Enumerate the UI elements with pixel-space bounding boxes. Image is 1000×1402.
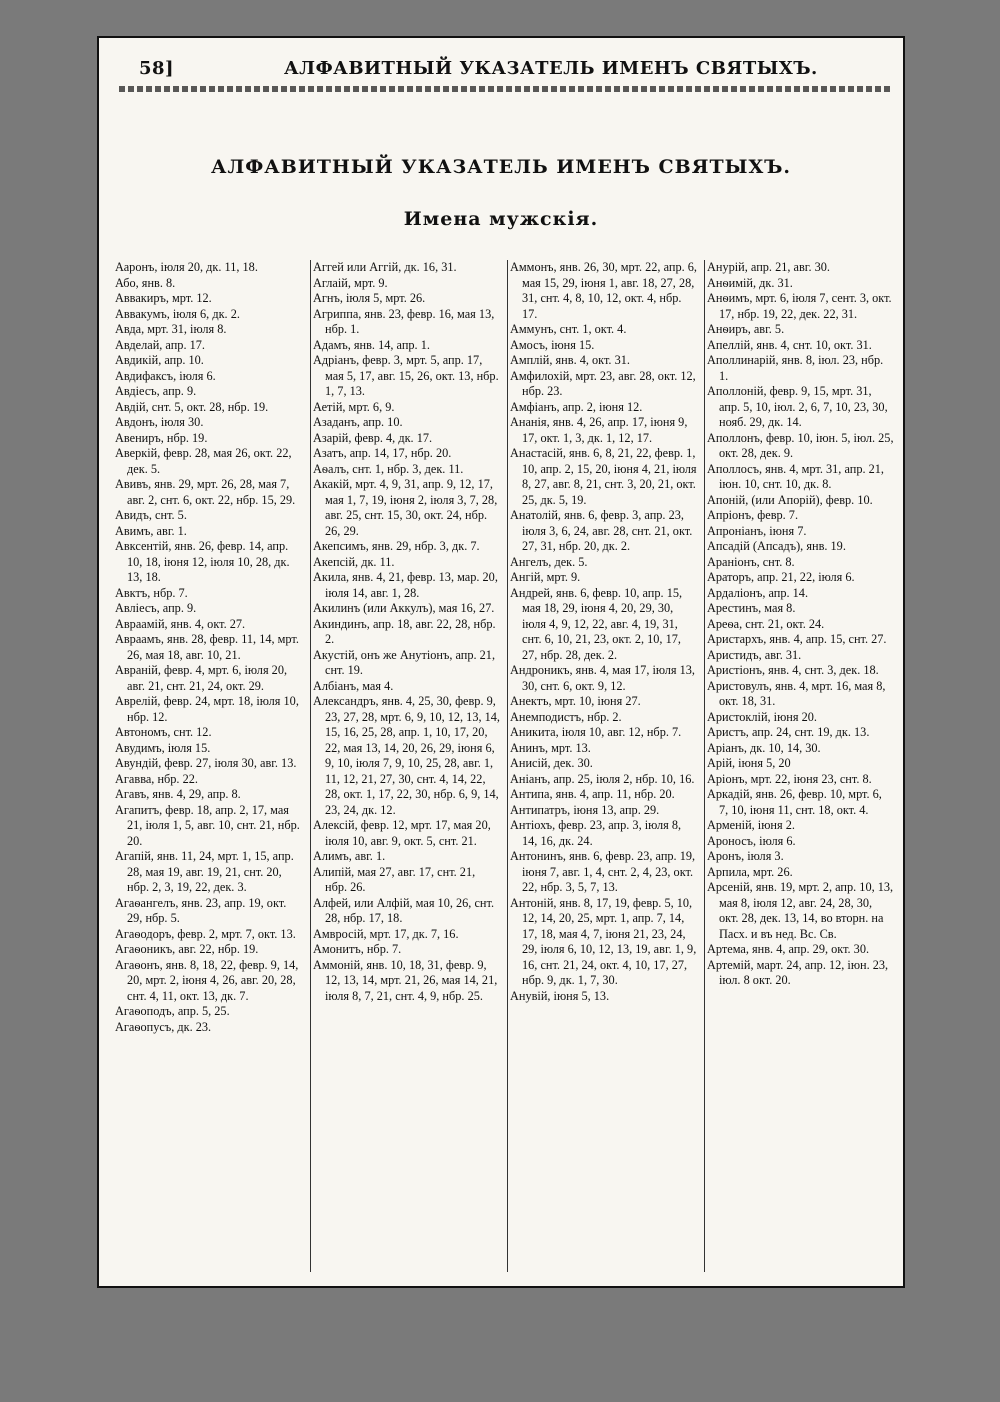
index-entry: Арсеній, янв. 19, мрт. 2, апр. 10, 13, мая 8, іюля 12, авг. 24, 28, 30, окт. 28, дек. 13, 14, во вторн. на Пасх. и въ нед. Вс. Св. bbox=[707, 880, 894, 941]
index-entry: Арпила, мрт. 26. bbox=[707, 864, 793, 879]
index-column-2 bbox=[310, 260, 504, 1272]
index-entry: Анектъ, мрт. 10, іюня 27. bbox=[510, 694, 641, 708]
index-entry: Артема, янв. 4, апр. 29, окт. 30. bbox=[707, 942, 870, 956]
index-entry: Авимъ, авг. 1. bbox=[115, 523, 187, 538]
index-entry: Амвросій, мрт. 17, дк. 7, 16. bbox=[313, 926, 459, 941]
index-entry: Анемподистъ, нбр. 2. bbox=[510, 709, 622, 724]
index-entry: Аполлинарій, янв. 8, іюл. 23, нбр. 1. bbox=[707, 353, 884, 383]
index-column-3 bbox=[507, 260, 701, 1272]
index-entry: Аггей или Аггій, дк. 16, 31. bbox=[313, 260, 457, 274]
index-entry: Апеллій, янв. 4, снт. 10, окт. 31. bbox=[707, 337, 872, 352]
index-entry: Авраній, февр. 4, мрт. 6, іюля 20, авг. 21, снт. 21, 24, окт. 29. bbox=[115, 663, 288, 693]
index-entry: Авраамій, янв. 4, окт. 27. bbox=[115, 616, 246, 631]
index-entry: Аристидъ, авг. 31. bbox=[707, 647, 802, 662]
index-entry: Автономъ, снт. 12. bbox=[115, 725, 212, 739]
index-entry: Аѳалъ, снт. 1, нбр. 3, дек. 11. bbox=[313, 461, 464, 476]
index-entry: Авделай, апр. 17. bbox=[115, 337, 205, 352]
index-entry: Акилинъ (или Аккулъ), мая 16, 27. bbox=[313, 601, 495, 615]
index-entry: Антипатръ, іюня 13, апр. 29. bbox=[510, 802, 660, 817]
index-entry: Анѳиръ, авг. 5. bbox=[707, 322, 785, 336]
index-entry: Агавва, нбр. 22. bbox=[115, 771, 198, 786]
index-entry: Агаѳоподъ, апр. 5, 25. bbox=[115, 1004, 230, 1018]
index-entry: Алипій, мая 27, авг. 17, снт. 21, нбр. 26. bbox=[313, 864, 476, 894]
section-title: АЛФАВИТНЫЙ УКАЗАТЕЛЬ ИМЕНЪ СВЯТЫХЪ. bbox=[211, 156, 791, 178]
index-entry: Авдіесъ, апр. 9. bbox=[115, 384, 197, 398]
index-entry: Авліесъ, апр. 9. bbox=[115, 601, 197, 615]
index-entry: Апсадій (Апсадъ), янв. 19. bbox=[707, 539, 846, 553]
index-entry: Аріанъ, дк. 10, 14, 30. bbox=[707, 740, 821, 755]
index-entry: Амплій, янв. 4, окт. 31. bbox=[510, 353, 630, 367]
index-entry: Агриппа, янв. 23, февр. 16, мая 13, нбр. 1. bbox=[313, 306, 495, 336]
index-entry: Анувій, іюня 5, 13. bbox=[510, 988, 610, 1003]
index-entry: Андрей, янв. 6, февр. 10, апр. 15, мая 18, 29, іюня 4, 20, 29, 30, іюля 4, 9, 12, 22, авг. 4, 19, 31, снт. 6, 10, 21, 23, окт. 2, 10, 17, 27, нбр. 28, дек. 2. bbox=[510, 585, 683, 662]
index-entry: Авда, мрт. 31, іюля 8. bbox=[115, 322, 227, 336]
index-entry: Агапитъ, февр. 18, апр. 2, 17, мая 21, іюля 1, 5, авг. 10, снт. 21, нбр. 20. bbox=[115, 802, 300, 848]
index-entry: Амфилохій, мрт. 23, авг. 28, окт. 12, нбр. 23. bbox=[510, 368, 696, 398]
index-entry: Апріонъ, февр. 7. bbox=[707, 508, 799, 522]
index-columns bbox=[113, 260, 901, 1272]
page-number: 58] bbox=[139, 58, 175, 79]
index-entry: Александръ, янв. 4, 25, 30, февр. 9, 23, 27, 28, мрт. 6, 9, 10, 12, 13, 14, 15, 16, 25, 28, апр. 1, 10, 17, 20, 22, мая 13, 14, 20, 26, 29, іюня 6, 9, 10, іюля 7, 9, 10, 25, 28, авг. 1, 11, 12, 21, 27, 30, снт. 4, 14, 22, 28, окт. 1, 17, 22, 30, нбр. 6, 9, 14, 23, 24, дк. 12. bbox=[313, 694, 501, 817]
index-entry: Анѳимій, дк. 31. bbox=[707, 275, 793, 290]
index-entry: Анинъ, мрт. 13. bbox=[510, 740, 591, 755]
index-entry: Аврелій, февр. 24, мрт. 18, іюля 10, нбр. 12. bbox=[115, 694, 299, 724]
index-entry: Антіохъ, февр. 23, апр. 3, іюля 8, 14, 16, дк. 24. bbox=[510, 818, 682, 848]
index-entry: Алексій, февр. 12, мрт. 17, мая 20, іюля 10, авг. 9, окт. 5, снт. 21. bbox=[313, 818, 491, 848]
index-entry: Анисій, дек. 30. bbox=[510, 756, 593, 770]
index-entry: Аніанъ, апр. 25, іюля 2, нбр. 10, 16. bbox=[510, 771, 695, 786]
index-entry: Агаѳодоръ, февр. 2, мрт. 7, окт. 13. bbox=[115, 926, 296, 941]
index-entry: Авдій, снт. 5, окт. 28, нбр. 19. bbox=[115, 399, 269, 414]
index-entry: Агаѳангелъ, янв. 23, апр. 19, окт. 29, нбр. 5. bbox=[115, 895, 287, 925]
index-entry: Аронъ, іюля 3. bbox=[707, 849, 784, 863]
index-entry: Аммонъ, янв. 26, 30, мрт. 22, апр. 6, мая 15, 29, іюня 1, авг. 18, 27, 28, 31, снт. 4, 8, 10, 12, окт. 4, нбр. 17. bbox=[510, 260, 697, 321]
index-entry: Акепсій, дк. 11. bbox=[313, 554, 395, 569]
index-entry: Андроникъ, янв. 4, мая 17, іюля 13, 30, снт. 6, окт. 9, 12. bbox=[510, 663, 696, 693]
index-entry: Амонитъ, нбр. 7. bbox=[313, 942, 402, 956]
running-header bbox=[139, 52, 883, 82]
index-entry: Ананія, янв. 4, 26, апр. 17, іюня 9, 17, окт. 1, 3, дк. 1, 12, 17. bbox=[510, 415, 688, 445]
index-column-4 bbox=[704, 260, 898, 1272]
index-entry: Амосъ, іюня 15. bbox=[510, 337, 595, 352]
index-entry: Азатъ, апр. 14, 17, нбр. 20. bbox=[313, 446, 452, 460]
index-entry: Арменій, іюня 2. bbox=[707, 818, 795, 832]
index-entry: Аглаій, мрт. 9. bbox=[313, 275, 388, 290]
index-entry: Агаѳопусъ, дк. 23. bbox=[115, 1019, 212, 1034]
book-page bbox=[97, 36, 905, 1288]
index-entry: Авдифаксъ, іюля 6. bbox=[115, 368, 216, 383]
index-entry: Анурій, апр. 21, авг. 30. bbox=[707, 260, 830, 274]
index-entry: Антоній, янв. 8, 17, 19, февр. 5, 10, 12, 14, 20, 25, мрт. 1, апр. 7, 14, 17, 18, мая 4, 7, іюня 21, 23, 24, 29, іюля 6, 10, 12, 13, 19, авг. 1, 9, 16, снт. 21, 24, окт. 4, 10, 17, 27, нбр. 9, дк. 1, 7, 30. bbox=[510, 895, 697, 987]
index-entry: Агавъ, янв. 4, 29, апр. 8. bbox=[115, 787, 241, 801]
index-entry: Аверкій, февр. 28, мая 26, окт. 22, дек. 5. bbox=[115, 446, 292, 476]
index-entry: Авениръ, нбр. 19. bbox=[115, 430, 208, 445]
index-entry: Аристъ, апр. 24, снт. 19, дк. 13. bbox=[707, 725, 870, 739]
section-subtitle: Имена мужскія. bbox=[403, 208, 599, 230]
index-entry: Аввакумъ, іюля 6, дк. 2. bbox=[115, 306, 240, 321]
index-entry: Азарій, февр. 4, дк. 17. bbox=[313, 430, 433, 445]
index-entry: Аполлонъ, февр. 10, іюн. 5, іюл. 25, окт. 28, дек. 9. bbox=[707, 430, 894, 460]
index-entry: Алфей, или Алфій, мая 10, 26, снт. 28, нбр. 17, 18. bbox=[313, 895, 495, 925]
index-entry: Авраамъ, янв. 28, февр. 11, 14, мрт. 26, мая 18, авг. 10, 21. bbox=[115, 632, 299, 662]
index-entry: Акепсимъ, янв. 29, нбр. 3, дк. 7. bbox=[313, 539, 480, 553]
index-entry: Аристархъ, янв. 4, апр. 15, снт. 27. bbox=[707, 632, 887, 646]
index-entry: Антонинъ, янв. 6, февр. 23, апр. 19, іюня 7, авг. 1, 4, снт. 2, 4, 23, окт. 22, нбр. 3, 5, 7, 13. bbox=[510, 849, 696, 894]
index-entry: Авктъ, нбр. 7. bbox=[115, 585, 188, 600]
index-entry: Агаѳоникъ, авг. 22, нбр. 19. bbox=[115, 942, 259, 956]
index-entry: Авудимъ, іюля 15. bbox=[115, 740, 211, 755]
index-entry: Адріанъ, февр. 3, мрт. 5, апр. 17, мая 5, 17, авг. 15, 26, окт. 13, нбр. 1, 7, 13. bbox=[313, 353, 499, 398]
index-entry: Ардаліонъ, апр. 14. bbox=[707, 585, 809, 600]
index-entry: Аристіонъ, янв. 4, снт. 3, дек. 18. bbox=[707, 663, 879, 677]
index-entry: Авундій, февр. 27, іюля 30, авг. 13. bbox=[115, 756, 297, 770]
index-entry: Аетій, мрт. 6, 9. bbox=[313, 399, 395, 414]
index-entry: Авивъ, янв. 29, мрт. 26, 28, мая 7, авг. 2, снт. 6, окт. 22, нбр. 15, 29. bbox=[115, 477, 296, 507]
index-entry: Авидъ, снт. 5. bbox=[115, 508, 187, 522]
index-entry: Апоній, (или Апорій), февр. 10. bbox=[707, 492, 873, 507]
index-entry: Авдонъ, іюля 30. bbox=[115, 415, 204, 429]
running-title: АЛФАВИТНЫЙ УКАЗАТЕЛЬ ИМЕНЪ СВЯТЫХЪ. bbox=[284, 58, 818, 79]
wavy-rule-divider bbox=[119, 86, 893, 92]
index-entry: Агаѳонъ, янв. 8, 18, 22, февр. 9, 14, 20, мрт. 2, іюня 4, 26, авг. 20, 28, снт. 4, 11, окт. 13, дк. 7. bbox=[115, 957, 299, 1003]
index-entry: Акиндинъ, апр. 18, авг. 22, 28, нбр. 2. bbox=[313, 616, 496, 646]
index-entry: Ааронъ, іюля 20, дк. 11, 18. bbox=[115, 260, 258, 274]
index-entry: Аркадій, янв. 26, февр. 10, мрт. 6, 7, 10, іюня 11, снт. 18, окт. 4. bbox=[707, 787, 882, 817]
index-entry: Апроніанъ, іюня 7. bbox=[707, 523, 807, 538]
index-entry: Албіанъ, мая 4. bbox=[313, 678, 394, 693]
index-entry: Аввакиръ, мрт. 12. bbox=[115, 291, 212, 305]
index-entry: Аріонъ, мрт. 22, іюня 23, снт. 8. bbox=[707, 771, 872, 786]
index-entry: Аммунъ, снт. 1, окт. 4. bbox=[510, 322, 627, 336]
index-entry: Акакій, мрт. 4, 9, 31, апр. 9, 12, 17, мая 1, 7, 19, іюня 2, іюля 3, 7, 28, авг. 25, снт. 15, 30, окт. 24, нбр. 26, 29. bbox=[313, 477, 498, 538]
index-entry: Аммоній, янв. 10, 18, 31, февр. 9, 12, 13, 14, мрт. 21, 26, мая 14, 21, іюля 8, 7, 21, снт. 4, 9, нбр. 25. bbox=[313, 957, 498, 1003]
index-entry: Аристовулъ, янв. 4, мрт. 16, мая 8, окт. 18, 31. bbox=[707, 678, 886, 708]
index-entry: Анѳимъ, мрт. 6, іюля 7, сент. 3, окт. 17, нбр. 19, 22, дек. 22, 31. bbox=[707, 291, 892, 321]
index-entry: Ангелъ, дек. 5. bbox=[510, 554, 588, 569]
index-entry: Ареѳа, снт. 21, окт. 24. bbox=[707, 616, 825, 631]
index-entry: Араніонъ, снт. 8. bbox=[707, 554, 795, 569]
index-entry: Аполлоній, февр. 9, 15, мрт. 31, апр. 5, 10, іюл. 2, 6, 7, 10, 23, 30, нояб. 29, дк. 14. bbox=[707, 384, 888, 429]
index-entry: Азаданъ, апр. 10. bbox=[313, 415, 403, 429]
index-entry: Ароносъ, іюля 6. bbox=[707, 833, 796, 848]
index-entry: Адамъ, янв. 14, апр. 1. bbox=[313, 337, 430, 352]
index-entry: Араторъ, апр. 21, 22, іюля 6. bbox=[707, 570, 855, 584]
index-entry: Антипа, янв. 4, апр. 11, нбр. 20. bbox=[510, 787, 675, 801]
index-entry: Агнъ, іюля 5, мрт. 26. bbox=[313, 291, 426, 305]
index-entry: Ангій, мрт. 9. bbox=[510, 570, 581, 584]
index-entry: Арій, іюня 5, 20 bbox=[707, 756, 791, 770]
index-entry: Арестинъ, мая 8. bbox=[707, 601, 796, 615]
index-entry: Акила, янв. 4, 21, февр. 13, мар. 20, іюля 14, авг. 1, 28. bbox=[313, 570, 498, 600]
index-entry: Артемій, март. 24, апр. 12, іюн. 23, іюл. 8 окт. 20. bbox=[707, 957, 889, 987]
index-entry: Анатолій, янв. 6, февр. 3, апр. 23, іюля 3, 6, 24, авг. 28, снт. 21, окт. 27, 31, нбр. 20, дк. 2. bbox=[510, 508, 693, 553]
index-entry: Анастасій, янв. 6, 8, 21, 22, февр. 1, 10, апр. 2, 15, 20, іюня 4, 21, іюля 8, 27, авг. 8, 21, снт. 3, 20, 21, окт. 25, дк. 5, 19. bbox=[510, 446, 697, 507]
index-entry: Або, янв. 8. bbox=[115, 275, 176, 290]
index-entry: Алимъ, авг. 1. bbox=[313, 849, 386, 863]
index-entry: Аникита, іюля 10, авг. 12, нбр. 7. bbox=[510, 725, 682, 739]
index-entry: Акустій, онъ же Анутіонъ, апр. 21, снт. 19. bbox=[313, 647, 496, 677]
index-entry: Авксентій, янв. 26, февр. 14, апр. 10, 18, іюня 12, іюля 10, 28, дк. 13, 18. bbox=[115, 539, 290, 584]
index-entry: Аристоклій, іюня 20. bbox=[707, 709, 817, 724]
index-entry: Аполлосъ, янв. 4, мрт. 31, апр. 21, іюн. 10, снт. 10, дк. 8. bbox=[707, 461, 884, 491]
index-entry: Амфіанъ, апр. 2, іюня 12. bbox=[510, 399, 643, 414]
index-entry: Авдикій, апр. 10. bbox=[115, 353, 204, 367]
index-entry: Агапій, янв. 11, 24, мрт. 1, 15, апр. 28, мая 19, авг. 19, 21, снт. 20, нбр. 2, 3, 19, 22, дек. 3. bbox=[115, 849, 294, 894]
index-column-1 bbox=[113, 260, 306, 1272]
